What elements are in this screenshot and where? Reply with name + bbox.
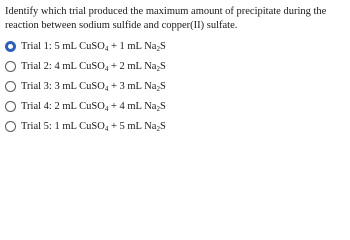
question-text: Identify which trial produced the maximum amount of precipitate during the reaction between sodium sulfide and copper(II) sulfate. bbox=[5, 6, 327, 31]
option-label: Trial 4: 2 mL CuSO$_4$ + 4 mL $Na_2S$ bbox=[21, 100, 166, 113]
radio-button[interactable] bbox=[5, 101, 16, 112]
option-label: Trial 3: 3 mL CuSO$_4$ + 3 mL $Na_2S$ bbox=[21, 80, 166, 93]
option-trial-5[interactable] bbox=[5, 116, 345, 136]
option-trial-2[interactable] bbox=[5, 56, 345, 76]
option-trial-4[interactable] bbox=[5, 96, 345, 116]
radio-button-selected[interactable] bbox=[5, 41, 16, 52]
radio-button[interactable] bbox=[5, 121, 16, 132]
radio-button[interactable] bbox=[5, 61, 16, 72]
option-label: Trial 1: 5 mL CuSO$_4$ + 1 mL $Na_2S$ bbox=[21, 40, 166, 53]
option-trial-3[interactable] bbox=[5, 76, 345, 96]
radio-button[interactable] bbox=[5, 81, 16, 92]
option-label: Trial 2: 4 mL CuSO$_4$ + 2 mL $Na_2S$ bbox=[21, 60, 166, 73]
option-label: Trial 5: 1 mL CuSO$_4$ + 5 mL $Na_2S$ bbox=[21, 120, 166, 133]
option-trial-1[interactable] bbox=[5, 36, 345, 56]
answer-options bbox=[5, 36, 345, 136]
